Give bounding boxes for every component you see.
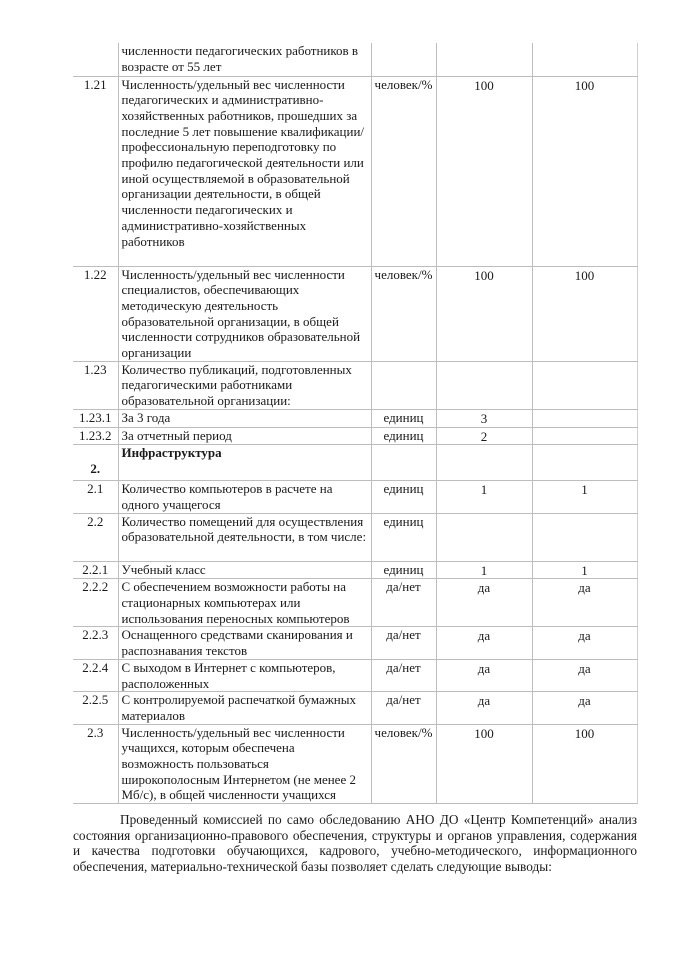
value-cell-2 xyxy=(532,513,637,561)
value-cell-2: да xyxy=(532,579,637,627)
conclusion-paragraph: Проведенный комиссией по само обследованию АНО ДО «Центр Компетенций» анализ состояния организационно-правового обеспечения, структуры и органов управления, содержания и качества подготовки обучающихся, кадрового, учебно-методического, информационного обеспечения, материально-технической базы позволяет сделать следующие выводы: xyxy=(73,812,637,875)
indicator-text: численности педагогических работников в возрасте от 55 лет xyxy=(118,43,371,76)
value-cell-2 xyxy=(532,409,637,427)
indicator-text: Количество компьютеров в расчете на одного учащегося xyxy=(118,481,371,513)
table-row xyxy=(73,692,637,724)
row-number: 1.21 xyxy=(73,76,118,266)
value-cell-2 xyxy=(532,361,637,409)
value-cell-2 xyxy=(532,43,637,76)
value-cell-1: 1 xyxy=(436,481,532,513)
value-cell-1 xyxy=(436,361,532,409)
section-number-text: 2. xyxy=(90,461,101,477)
table-row xyxy=(73,724,637,804)
value-cell-1: 1 xyxy=(436,561,532,579)
row-number xyxy=(73,43,118,76)
value-cell-1: да xyxy=(436,627,532,659)
row-number: 2.2.5 xyxy=(73,692,118,724)
unit-cell: да/нет xyxy=(371,627,436,659)
unit-cell: да/нет xyxy=(371,579,436,627)
indicator-text: Численность/удельный вес численности учащихся, которым обеспечена возможность пользоваться широкополосным Интернетом (не менее 2 Мб/с), в общей численности учащихся xyxy=(118,724,371,804)
table-row xyxy=(73,579,637,627)
section-number xyxy=(73,445,118,481)
row-number: 2.3 xyxy=(73,724,118,804)
indicator-text: Количество помещений для осуществления образовательной деятельности, в том числе: xyxy=(118,513,371,561)
value-cell-1: 100 xyxy=(436,76,532,266)
section-header-row xyxy=(73,445,637,481)
row-number: 1.23 xyxy=(73,361,118,409)
value-cell-2 xyxy=(532,445,637,481)
indicator-text: За 3 года xyxy=(118,409,371,427)
value-cell-1: да xyxy=(436,579,532,627)
unit-cell: да/нет xyxy=(371,659,436,691)
table-row xyxy=(73,513,637,561)
row-number: 2.2.4 xyxy=(73,659,118,691)
value-cell-2: 1 xyxy=(532,481,637,513)
unit-cell: единиц xyxy=(371,409,436,427)
unit-cell xyxy=(371,361,436,409)
value-cell-2: 100 xyxy=(532,76,637,266)
value-cell-1: 3 xyxy=(436,409,532,427)
row-number: 2.2.1 xyxy=(73,561,118,579)
row-number: 1.22 xyxy=(73,266,118,361)
unit-cell: единиц xyxy=(371,481,436,513)
indicator-text: Оснащенного средствами сканирования и распознавания текстов xyxy=(118,627,371,659)
indicator-text: С выходом в Интернет с компьютеров, расположенных xyxy=(118,659,371,691)
row-number: 2.2.2 xyxy=(73,579,118,627)
value-cell-1 xyxy=(436,43,532,76)
unit-cell: да/нет xyxy=(371,692,436,724)
unit-cell: человек/% xyxy=(371,724,436,804)
value-cell-1 xyxy=(436,513,532,561)
table-row xyxy=(73,43,637,76)
indicator-text: Численность/удельный вес численности специалистов, обеспечивающих методическую деятельность образовательной организации, в общей численности сотрудников образовательной организации xyxy=(118,266,371,361)
row-number: 2.2 xyxy=(73,513,118,561)
unit-cell: единиц xyxy=(371,561,436,579)
value-cell-1: да xyxy=(436,659,532,691)
value-cell-2: 100 xyxy=(532,266,637,361)
row-number: 1.23.2 xyxy=(73,427,118,445)
indicator-text: С контролируемой распечаткой бумажных материалов xyxy=(118,692,371,724)
value-cell-1: 100 xyxy=(436,266,532,361)
value-cell-1: 2 xyxy=(436,427,532,445)
row-number: 2.2.3 xyxy=(73,627,118,659)
indicators-table xyxy=(73,43,638,804)
value-cell-1 xyxy=(436,445,532,481)
value-cell-2: 100 xyxy=(532,724,637,804)
unit-cell: единиц xyxy=(371,427,436,445)
indicator-text: Количество публикаций, подготовленных педагогическими работниками образовательной организации: xyxy=(118,361,371,409)
table-row xyxy=(73,361,637,409)
indicator-text: С обеспечением возможности работы на стационарных компьютерах или использования переносных компьютеров xyxy=(118,579,371,627)
indicator-text: Численность/удельный вес численности педагогических и административно-хозяйственных работников, прошедших за последние 5 лет повышение квалификации/профессиональную переподготовку по профилю педагогической деятельности или иной осуществляемой в образовательной организации деятельности, в общей численности педагогических и административно-хозяйственных работников xyxy=(118,76,371,266)
row-number: 1.23.1 xyxy=(73,409,118,427)
table-row xyxy=(73,76,637,266)
indicator-text: Учебный класс xyxy=(118,561,371,579)
unit-cell: человек/% xyxy=(371,76,436,266)
value-cell-2: 1 xyxy=(532,561,637,579)
unit-cell: единиц xyxy=(371,513,436,561)
value-cell-2: да xyxy=(532,627,637,659)
value-cell-1: да xyxy=(436,692,532,724)
table-row xyxy=(73,427,637,445)
table-row xyxy=(73,481,637,513)
value-cell-2: да xyxy=(532,692,637,724)
unit-cell xyxy=(371,445,436,481)
value-cell-1: 100 xyxy=(436,724,532,804)
table-row xyxy=(73,659,637,691)
unit-cell: человек/% xyxy=(371,266,436,361)
table-row xyxy=(73,561,637,579)
indicator-text: За отчетный период xyxy=(118,427,371,445)
section-title: Инфраструктура xyxy=(118,445,371,481)
value-cell-2 xyxy=(532,427,637,445)
table-row xyxy=(73,409,637,427)
value-cell-2: да xyxy=(532,659,637,691)
table-row xyxy=(73,627,637,659)
row-number: 2.1 xyxy=(73,481,118,513)
unit-cell xyxy=(371,43,436,76)
table-row xyxy=(73,266,637,361)
